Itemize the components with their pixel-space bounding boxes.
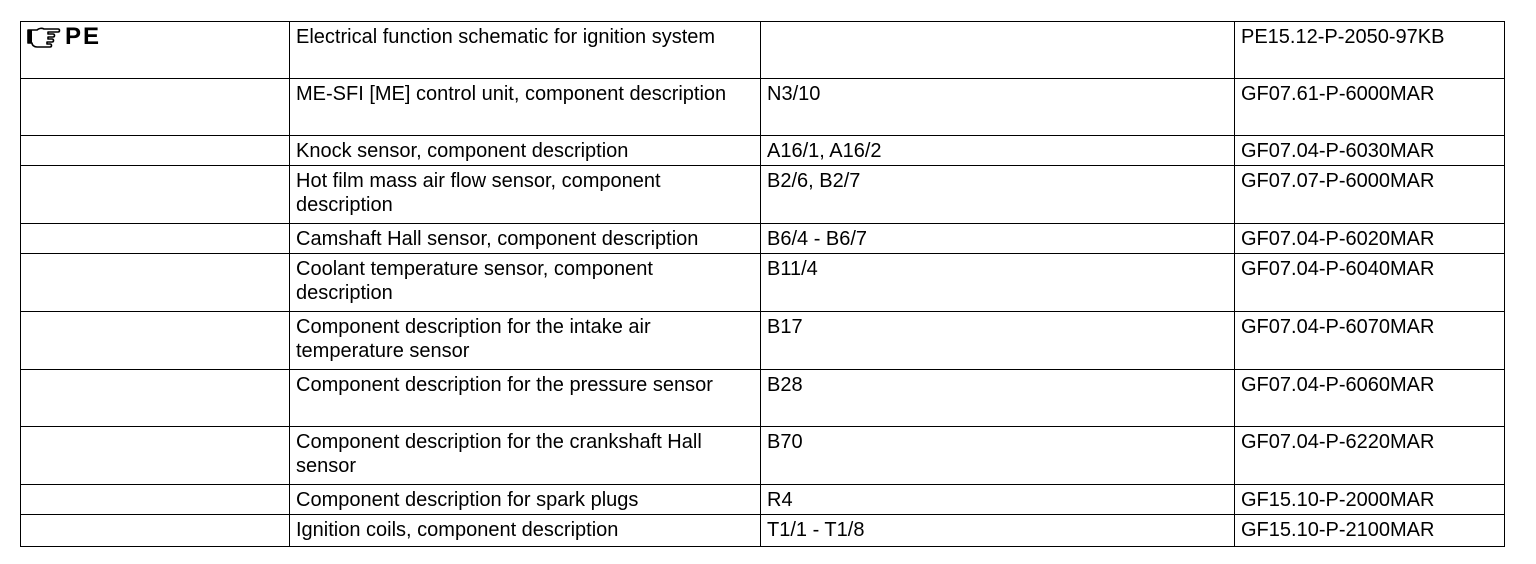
description-cell: ME-SFI [ME] control unit, component description [290, 79, 761, 136]
table-row [21, 166, 1505, 224]
empty-cell [21, 370, 290, 427]
component-cell: N3/10 [761, 79, 1235, 136]
component-cell: B2/6, B2/7 [761, 166, 1235, 224]
description-cell: Hot film mass air flow sensor, component description [290, 166, 761, 224]
empty-cell [21, 485, 290, 515]
component-cell: B17 [761, 312, 1235, 370]
pe-cell [21, 22, 290, 79]
document-cell: GF07.07-P-6000MAR [1235, 166, 1505, 224]
empty-cell [21, 224, 290, 254]
table-row [21, 427, 1505, 485]
component-cell: T1/1 - T1/8 [761, 515, 1235, 547]
description-cell: Knock sensor, component description [290, 136, 761, 166]
empty-cell [21, 166, 290, 224]
table-row [21, 224, 1505, 254]
table-row [21, 312, 1505, 370]
empty-cell [21, 254, 290, 312]
document-cell: GF07.04-P-6020MAR [1235, 224, 1505, 254]
component-cell: R4 [761, 485, 1235, 515]
pe-code: PE [65, 23, 102, 50]
empty-cell [21, 136, 290, 166]
component-cell [761, 22, 1235, 79]
document-cell: GF07.04-P-6220MAR [1235, 427, 1505, 485]
document-cell: GF15.10-P-2000MAR [1235, 485, 1505, 515]
empty-cell [21, 515, 290, 547]
component-cell: B11/4 [761, 254, 1235, 312]
table-row [21, 22, 1505, 79]
description-cell: Component description for the pressure sensor [290, 370, 761, 427]
empty-cell [21, 79, 290, 136]
table-row [21, 79, 1505, 136]
document-cell: GF07.04-P-6030MAR [1235, 136, 1505, 166]
table-row [21, 485, 1505, 515]
table-row [21, 370, 1505, 427]
component-cell: B28 [761, 370, 1235, 427]
description-cell: Component description for the intake air temperature sensor [290, 312, 761, 370]
document-cell: GF07.04-P-6060MAR [1235, 370, 1505, 427]
document-cell: PE15.12-P-2050-97KB [1235, 22, 1505, 79]
document-cell: GF07.61-P-6000MAR [1235, 79, 1505, 136]
empty-cell [21, 312, 290, 370]
table-row [21, 254, 1505, 312]
document-cell: GF07.04-P-6040MAR [1235, 254, 1505, 312]
reference-table [20, 21, 1505, 547]
description-cell: Electrical function schematic for ignition system [290, 22, 761, 79]
table-row [21, 136, 1505, 166]
table-row [21, 515, 1505, 547]
description-cell: Component description for spark plugs [290, 485, 761, 515]
pe-marker [27, 25, 101, 49]
document-cell: GF07.04-P-6070MAR [1235, 312, 1505, 370]
description-cell: Ignition coils, component description [290, 515, 761, 547]
pointing-hand-icon [27, 26, 61, 48]
description-cell: Component description for the crankshaft Hall sensor [290, 427, 761, 485]
description-cell: Camshaft Hall sensor, component description [290, 224, 761, 254]
document-cell: GF15.10-P-2100MAR [1235, 515, 1505, 547]
description-cell: Coolant temperature sensor, component description [290, 254, 761, 312]
component-cell: B6/4 - B6/7 [761, 224, 1235, 254]
component-cell: A16/1, A16/2 [761, 136, 1235, 166]
empty-cell [21, 427, 290, 485]
component-cell: B70 [761, 427, 1235, 485]
